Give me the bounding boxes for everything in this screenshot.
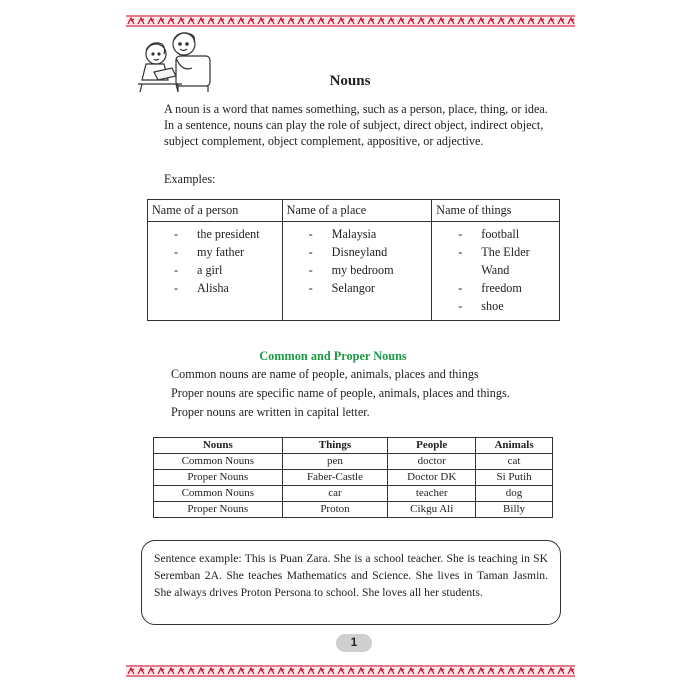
table-cell: pen xyxy=(282,454,388,470)
sentence-example-box: Sentence example: This is Puan Zara. She is a school teacher. She is teaching in SK Seremban 2A. She teaches Mathematics and Science. She lives in Taman Jasmin. She always drives Proton Persona to school. She loves all her students. xyxy=(141,540,561,625)
table-cell: Common Nouns xyxy=(154,454,283,470)
list-item: - the president xyxy=(148,225,282,243)
table-cell: Common Nouns xyxy=(154,486,283,502)
list-item: Wand xyxy=(481,263,510,277)
list-item: - shoe xyxy=(432,297,559,315)
definition-proper: Proper nouns are specific name of people, animals, places and things. xyxy=(171,386,510,400)
table-cell: Faber-Castle xyxy=(282,470,388,486)
list-item: - The Elder xyxy=(432,243,559,261)
definition-common: Common nouns are name of people, animals, places and things xyxy=(171,367,479,381)
column-header-people: People xyxy=(388,438,476,454)
table-cell: Cikgu Ali xyxy=(388,502,476,518)
column-header-things: Things xyxy=(282,438,388,454)
table-row xyxy=(154,470,553,486)
examples-table xyxy=(147,199,560,321)
top-decorative-border xyxy=(126,15,575,27)
table-cell: Billy xyxy=(476,502,553,518)
table-cell: cat xyxy=(476,454,553,470)
list-item: - Malaysia xyxy=(283,225,432,243)
definition-capital: Proper nouns are written in capital letter. xyxy=(171,405,370,419)
list-item: - freedom xyxy=(432,279,559,297)
table-cell: Proper Nouns xyxy=(154,470,283,486)
examples-label: Examples: xyxy=(164,172,216,186)
things-examples-cell xyxy=(432,222,560,321)
list-item: - a girl xyxy=(148,261,282,279)
intro-paragraph: A noun is a word that names something, such as a person, place, thing, or idea. In a sentence, nouns can play the role of subject, direct object, indirect object, subject complement, object complement, appositive, or adjective. xyxy=(164,102,548,148)
table-cell: Proton xyxy=(282,502,388,518)
list-item: - Alisha xyxy=(148,279,282,297)
place-examples-cell xyxy=(282,222,432,321)
nouns-table xyxy=(153,437,553,518)
table-cell: dog xyxy=(476,486,553,502)
table-cell: doctor xyxy=(388,454,476,470)
column-header-things: Name of things xyxy=(432,200,560,222)
section-title: Common and Proper Nouns xyxy=(259,349,407,363)
list-item: - football xyxy=(432,225,559,243)
page-number: 1 xyxy=(336,634,372,652)
column-header-animals: Animals xyxy=(476,438,553,454)
definitions xyxy=(171,365,510,422)
table-cell: Proper Nouns xyxy=(154,502,283,518)
table-cell: car xyxy=(282,486,388,502)
bottom-decorative-border xyxy=(126,665,575,677)
table-row xyxy=(154,486,553,502)
table-cell: Doctor DK xyxy=(388,470,476,486)
column-header-nouns: Nouns xyxy=(154,438,283,454)
column-header-place: Name of a place xyxy=(282,200,432,222)
list-item: - my bedroom xyxy=(283,261,432,279)
list-item: - Selangor xyxy=(283,279,432,297)
person-examples-cell xyxy=(148,222,283,321)
column-header-person: Name of a person xyxy=(148,200,283,222)
table-cell: Si Putih xyxy=(476,470,553,486)
table-cell: teacher xyxy=(388,486,476,502)
table-row xyxy=(154,454,553,470)
list-item: - Disneyland xyxy=(283,243,432,261)
table-row xyxy=(154,502,553,518)
page-title: Nouns xyxy=(329,73,371,89)
list-item: - my father xyxy=(148,243,282,261)
